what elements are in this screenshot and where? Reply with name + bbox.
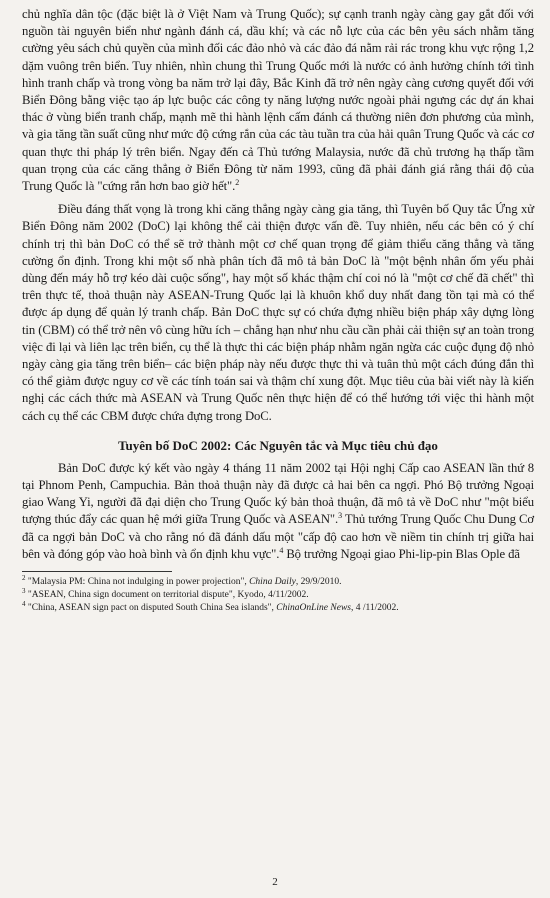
footnote-text: "ASEAN, China sign document on territorial dispute", Kyodo, 4/11/2002. bbox=[27, 590, 309, 601]
footnote-2 bbox=[22, 573, 534, 589]
paragraph-3-text-a: Bản DoC được ký kết vào ngày 4 tháng 11 năm 2002 tại Hội nghị Cấp cao ASEAN lần thứ 8 tại Phnom Penh, Campuchia. Bản thoả thuận này đã được cả hai bên ca ngợi. Phó Bộ trưởng Ngoại giao Wang Yi, người đã đại diện cho Trung Quốc ký bản thoả thuận, đã mô tả về DoC như "một biểu tượng thúc đẩy các quan hệ mới giữa Trung Quốc và ASEAN". bbox=[22, 460, 534, 527]
footnote-date: , 4 /11/2002. bbox=[350, 603, 399, 614]
footnote-date: , 29/9/2010. bbox=[295, 577, 342, 588]
paragraph-1-text: chủ nghĩa dân tộc (đặc biệt là ở Việt Nam và Trung Quốc); sự cạnh tranh ngày càng gay gắt đối với nguồn tài nguyên biển như ngành đánh cá, dầu khí; và các nỗ lực của các bên yêu sách nhằm tăng cường yêu sách chủ quyền của mình đối các đảo nhỏ và các đảo đá nằm rải rác trong khu vực rộng 1,2 dặm vuông trên biển. Tuy nhiên, nhìn chung thì Trung Quốc mới là nước có ảnh hưởng chính tới tình hình tranh chấp và trong vòng ba năm trở lại đây, Bắc Kinh đã trở nên ngày càng cương quyết đối với Biển Đông bằng việc tạo áp lực buộc các công ty năng lượng nước ngoài phải ngưng các dự án khai thác ở vùng biển tranh chấp, mạnh mẽ thi hành lệnh cấm đánh cá thường niên đơn phương của mình, và gia tăng tần suất cũng như mức độ cứng rắn của các tàu tuần tra của hải quân Trung Quốc và các cơ quan thực thi pháp lý trên biển. Ngay đến cả Thủ tướng Malaysia, nước đã chủ trương hạ thấp tầm quan trọng của các căng thẳng ở Biển Đông từ năm 1993, cũng đã phải đánh giá rằng thái độ của Trung Quốc là "cứng rắn hơn bao giờ hết". bbox=[22, 7, 534, 194]
paragraph-3-text-c: Bộ trưởng Ngoại giao Phi-lip-pin Blas Ople đã bbox=[283, 546, 520, 561]
footnote-number: 3 bbox=[22, 586, 26, 595]
body-paragraph-1 bbox=[22, 6, 534, 195]
footnote-text: "Malaysia PM: China not indulging in power projection", bbox=[27, 577, 250, 588]
section-heading: Tuyên bố DoC 2002: Các Nguyên tắc và Mục tiêu chủ đạo bbox=[118, 437, 438, 453]
footnote-number: 4 bbox=[22, 599, 26, 608]
footnote-number: 2 bbox=[22, 573, 26, 582]
body-paragraph-3 bbox=[22, 460, 534, 563]
page-number: 2 bbox=[272, 876, 278, 888]
document-page bbox=[22, 6, 534, 615]
footnote-3 bbox=[22, 586, 534, 602]
body-paragraph-2: Điều đáng thất vọng là trong khi căng thẳng ngày càng gia tăng, thì Tuyên bố Quy tắc Ứng xử Biển Đông năm 2002 (DoC) lại không thể cải thiện được vấn đề. Tuy nhiên, nếu các bên có ý chí chính trị thì bản DoC có thể sẽ trở thành một cơ chế quan trọng để giảm thiểu căng thẳng và tăng cường ổn định. Trong khi một số nhà phân tích đã mô tả bản DoC là "một bệnh nhân ốm yếu phải dùng đến máy hỗ trợ kéo dài cuộc sống", hay một số khác thậm chí coi nó là "một cơ chế đã chết" thì trên thực tế, thoả thuận này ASEAN-Trung Quốc lại là khuôn khổ duy nhất đang tồn tại mà có thể được áp dụng để quản lý tranh chấp. Bản DoC thực sự có chứa đựng nhiều biện pháp xây dựng lòng tin (CBM) có thể trở nên vô cùng hữu ích – chẳng hạn như nhu cầu cần phải cải thiện sự an toàn trong việc đi lại và liên lạc trên biển, cụ thể là thực thi các biện pháp nhằm ngăn ngừa các cuộc đụng độ nhỏ ngày càng gia tăng trên biển– các biện pháp này nếu được thực thi và tuân thủ một cách đúng đắn thì có thể giảm được nguy cơ về các tính toán sai và thậm chí xung đột. Mục tiêu của bài viết này là kiến nghị các cách thức mà ASEAN và Trung Quốc nên thực hiện để có thể hướng tới việc thi hành một cách cụ thể các CBM được chứa đựng trong DoC. bbox=[22, 202, 534, 423]
footnote-text: "China, ASEAN sign pact on disputed South China Sea islands", bbox=[27, 603, 277, 614]
footnote-source: ChinaOnLine News bbox=[276, 603, 351, 614]
footnote-4 bbox=[22, 599, 534, 615]
footnote-ref-2[interactable]: 2 bbox=[235, 177, 240, 187]
footnote-source: China Daily bbox=[249, 577, 296, 588]
footnote-ref-3[interactable]: 3 bbox=[338, 511, 342, 521]
footnote-ref-4[interactable]: 4 bbox=[279, 545, 284, 555]
paragraph-3-text-b: Thủ tướng Trung Quốc Chu Dung Cơ đã ca ngợi bản DoC và cho rằng nó đã đánh dấu một "cấp độ cao hơn về niềm tin chính trị giữa hai bên và đóng góp vào hoà bình và ổn định khu vực". bbox=[22, 512, 534, 561]
footnote-divider bbox=[22, 571, 172, 572]
